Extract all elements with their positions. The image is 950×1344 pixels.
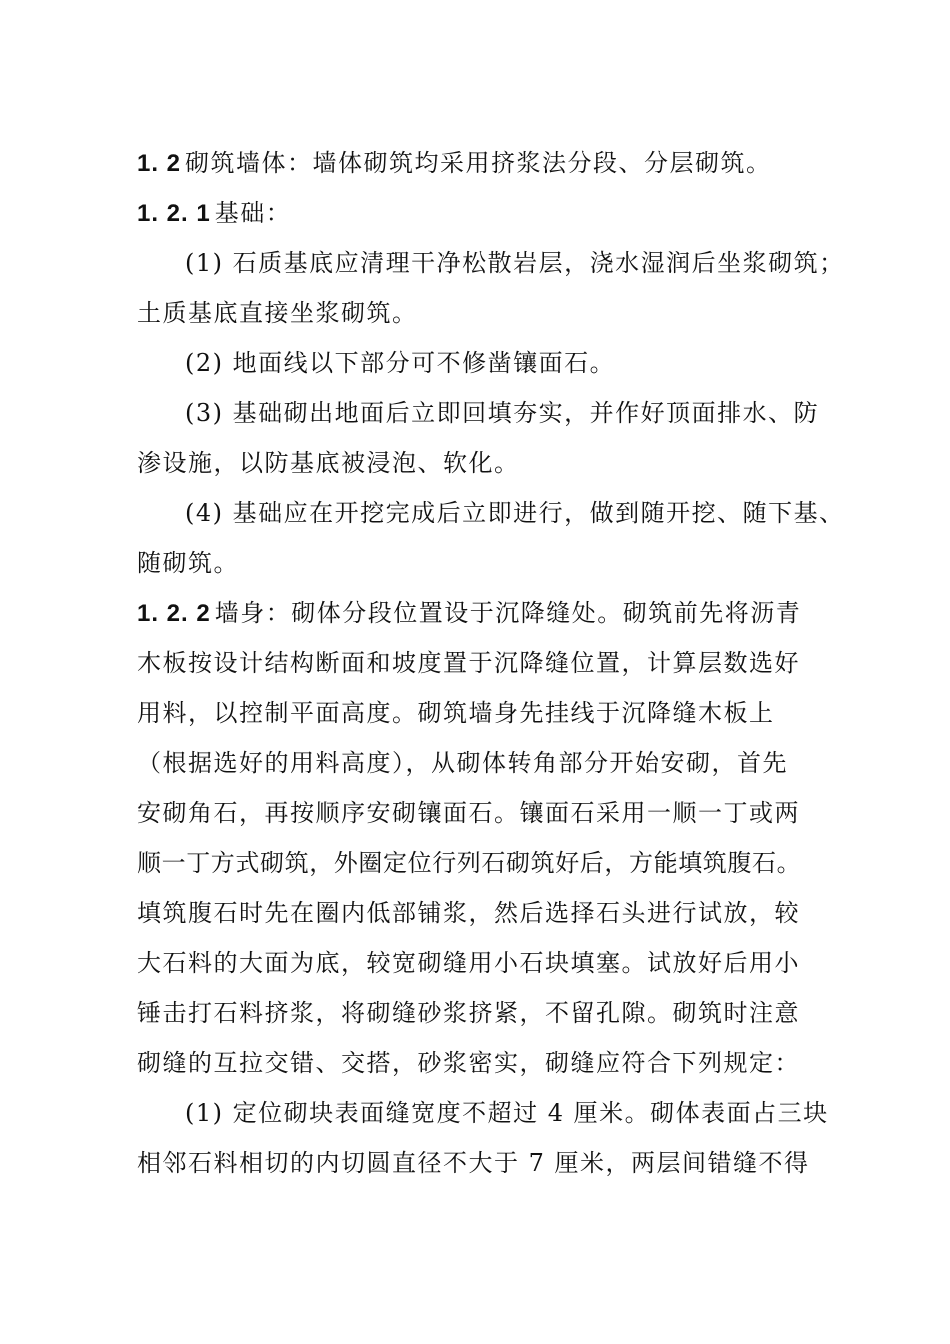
section-number: 1. 2. 2 bbox=[137, 600, 211, 627]
paragraph-line: (1) 石质基底应清理干净松散岩层，浇水湿润后坐浆砌筑； bbox=[185, 249, 845, 277]
paragraph-line: 安砌角石，再按顺序安砌镶面石。镶面石采用一顺一丁或两 bbox=[137, 799, 800, 827]
paragraph-line: 用料，以控制平面高度。砌筑墙身先挂线于沉降缝木板上 bbox=[137, 699, 775, 727]
paragraph-line: 填筑腹石时先在圈内低部铺浆，然后选择石头进行试放，较 bbox=[137, 899, 800, 927]
paragraph-line: 木板按设计结构断面和坡度置于沉降缝位置，计算层数选好 bbox=[137, 649, 800, 677]
section-text: 墙身：砌体分段位置设于沉降缝处。砌筑前先将沥青 bbox=[214, 599, 802, 627]
paragraph-line: 相邻石料相切的内切圆直径不大于 7 厘米，两层间错缝不得 bbox=[137, 1149, 810, 1177]
paragraph-line: 砌缝的互拉交错、交搭，砂浆密实，砌缝应符合下列规定： bbox=[137, 1049, 800, 1077]
paragraph-line: 顺一丁方式砌筑，外圈定位行列石砌筑好后，方能填筑腹石。 bbox=[137, 849, 802, 877]
paragraph-line: 大石料的大面为底，较宽砌缝用小石块填塞。试放好后用小 bbox=[137, 949, 800, 977]
paragraph-line: 土质基底直接坐浆砌筑。 bbox=[137, 299, 418, 327]
paragraph-line: （根据选好的用料高度），从砌体转角部分开始安砌，首先 bbox=[137, 749, 788, 777]
section-heading-1-2-2 bbox=[137, 593, 837, 633]
paragraph-line: (3) 基础砌出地面后立即回填夯实，并作好顶面排水、防 bbox=[185, 399, 820, 427]
section-heading-1-2 bbox=[137, 143, 837, 183]
paragraph-line: (1) 定位砌块表面缝宽度不超过 4 厘米。砌体表面占三块 bbox=[185, 1099, 829, 1127]
paragraph-line: 渗设施，以防基底被浸泡、软化。 bbox=[137, 449, 520, 477]
section-number: 1. 2 bbox=[137, 150, 182, 177]
section-number: 1. 2. 1 bbox=[137, 200, 211, 227]
section-text: 基础： bbox=[214, 199, 292, 227]
section-heading-1-2-1 bbox=[137, 193, 837, 233]
paragraph-line: 锤击打石料挤浆，将砌缝砂浆挤紧，不留孔隙。砌筑时注意 bbox=[137, 999, 800, 1027]
section-text: 砌筑墙体：墙体砌筑均采用挤浆法分段、分层砌筑。 bbox=[185, 149, 772, 177]
paragraph-line: 随砌筑。 bbox=[137, 549, 239, 577]
paragraph-line: (4) 基础应在开挖完成后立即进行，做到随开挖、随下基、 bbox=[185, 499, 845, 527]
paragraph-line: (2) 地面线以下部分可不修凿镶面石。 bbox=[185, 349, 616, 377]
